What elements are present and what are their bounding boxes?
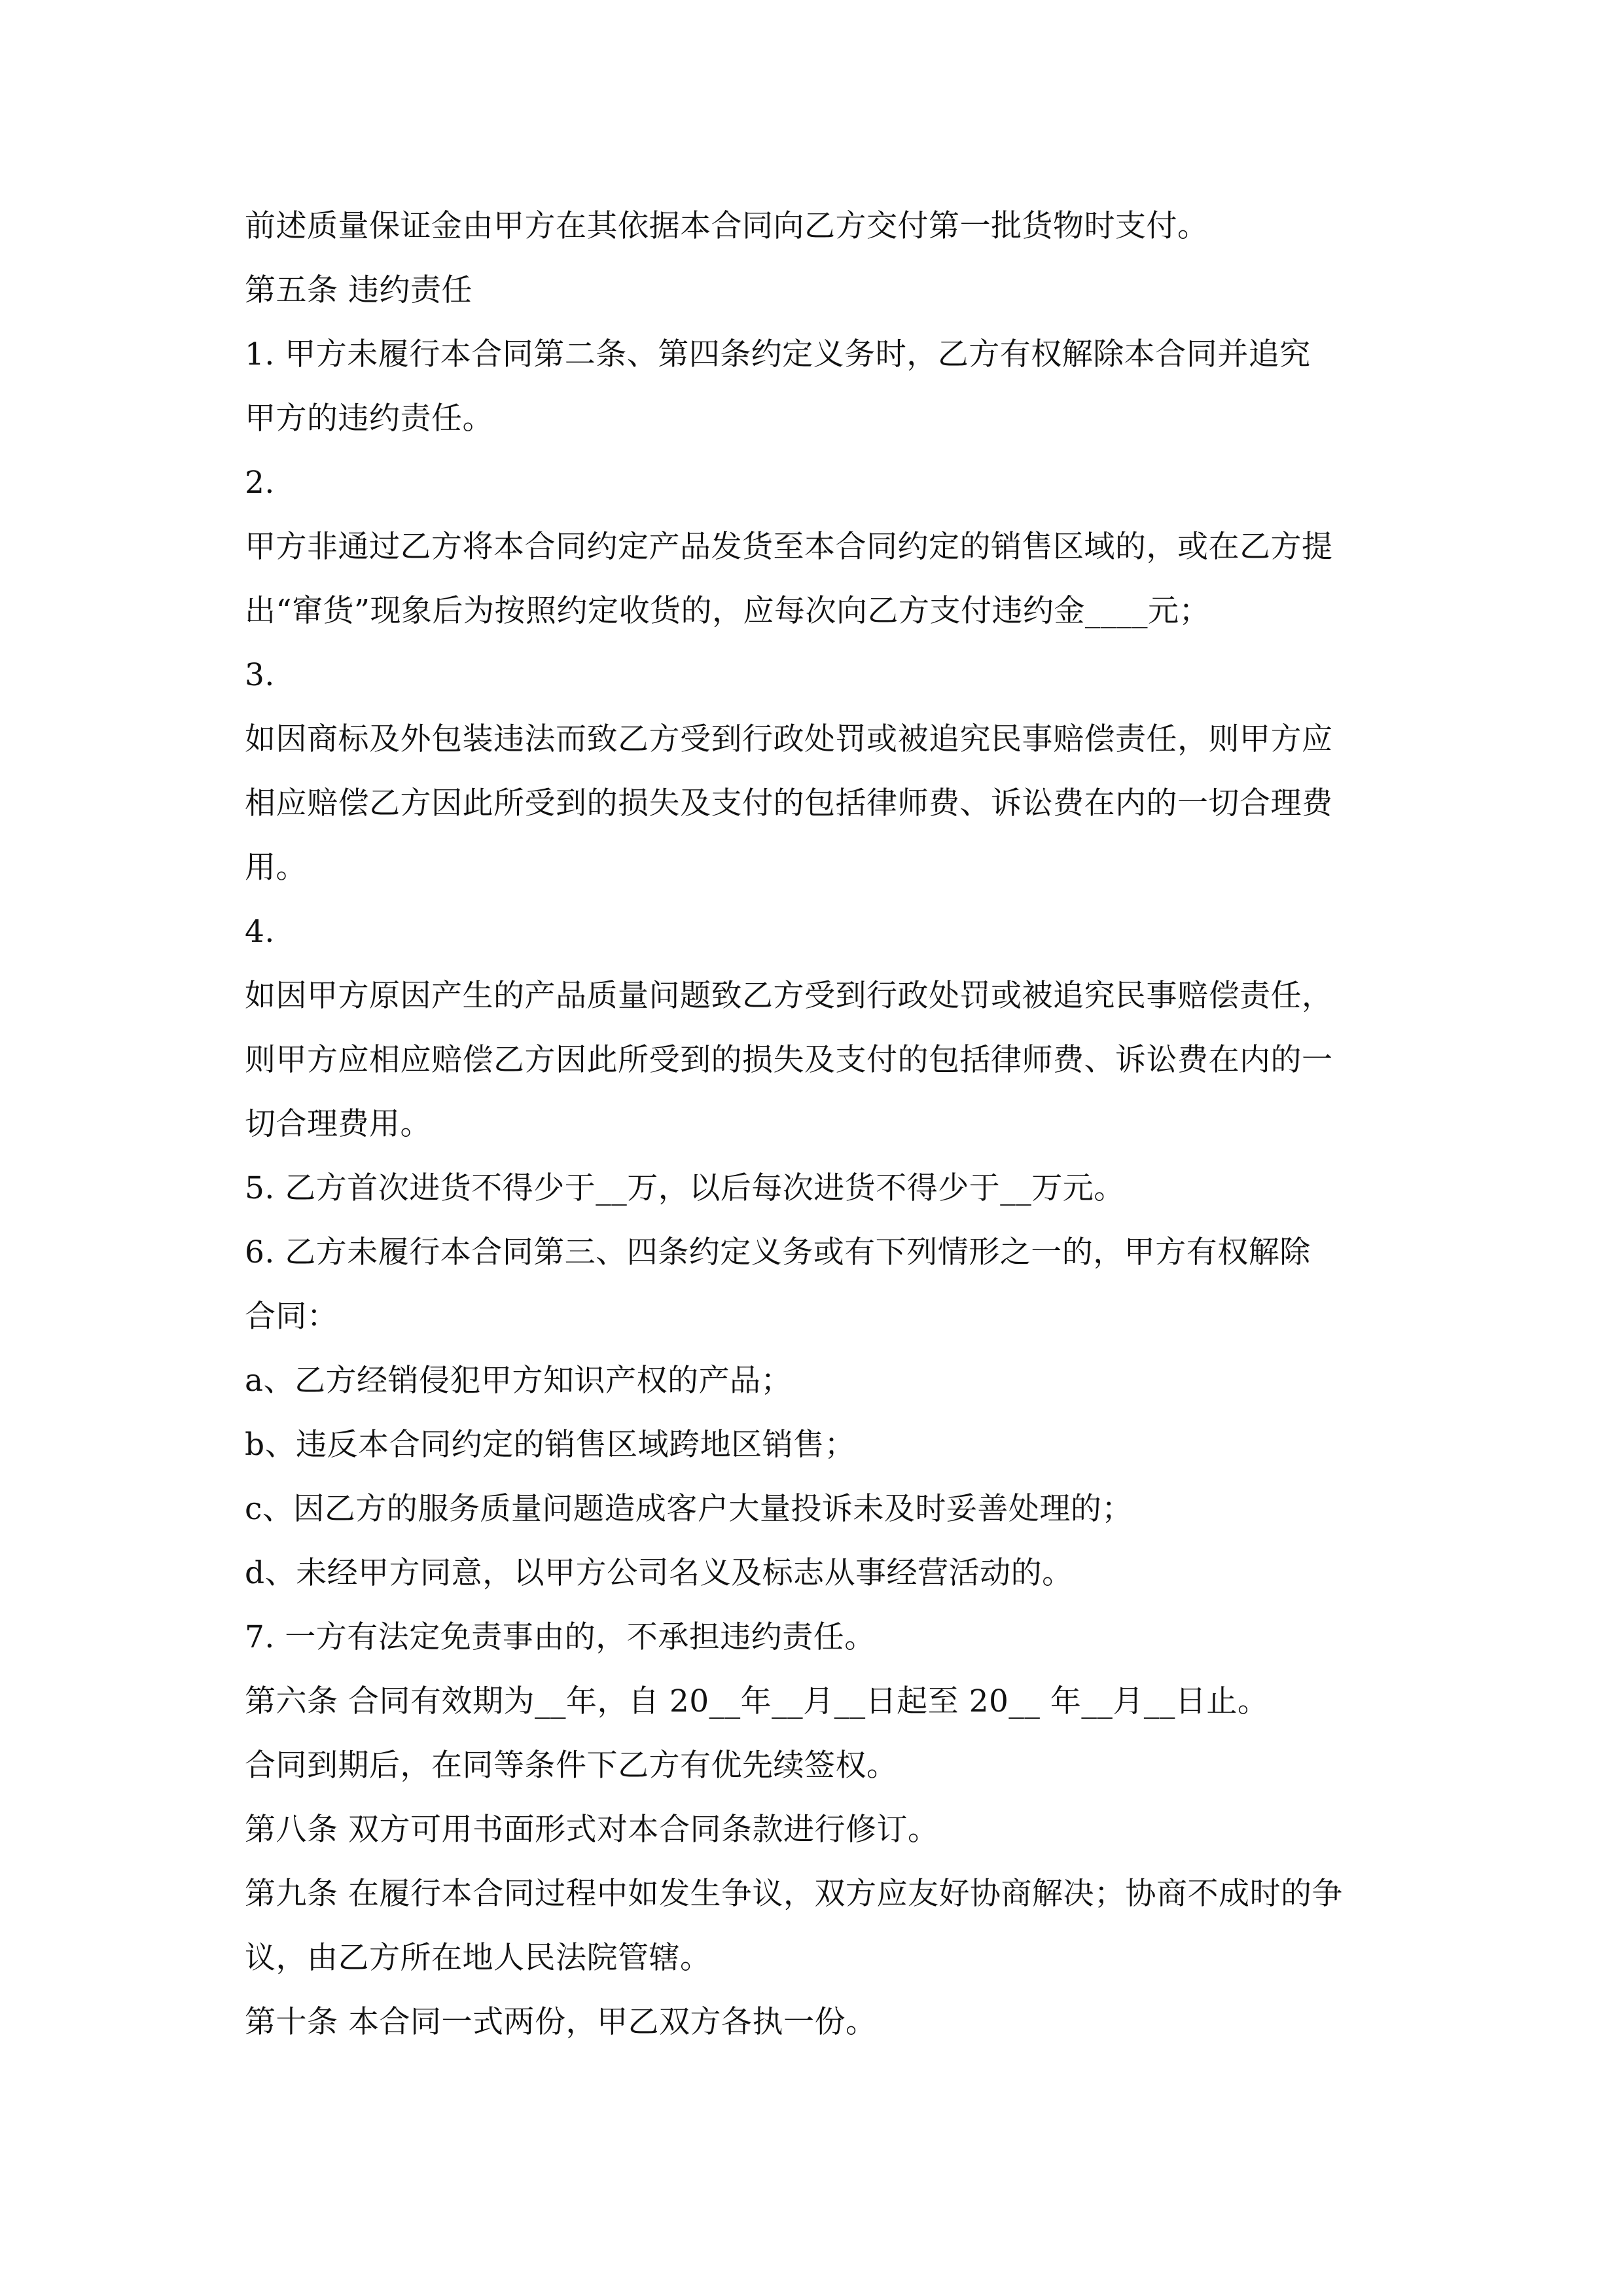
text-line: 6. 乙方未履行本合同第三、四条约定义务或有下列情形之一的，甲方有权解除 xyxy=(245,1234,1311,1270)
text-line: 合同到期后，在同等条件下乙方有优先续签权。 xyxy=(245,1748,898,1784)
item-number: 3. xyxy=(245,657,275,693)
text-line: 出“窜货”现象后为按照约定收货的，应每次向乙方支付违约金____元； xyxy=(245,593,1211,629)
list-item: a、乙方经销侵犯甲方知识产权的产品； xyxy=(245,1363,793,1399)
section-heading: 第十条 本合同一式两份，甲乙双方各执一份。 xyxy=(245,2004,877,2040)
list-item: b、违反本合同约定的销售区域跨地区销售； xyxy=(245,1427,856,1463)
text-line: 则甲方应相应赔偿乙方因此所受到的损失及支付的包括律师费、诉讼费在内的一 xyxy=(245,1042,1333,1078)
list-item: c、因乙方的服务质量问题造成客户大量投诉未及时妥善处理的； xyxy=(245,1491,1133,1527)
text-line: 用。 xyxy=(245,850,307,886)
text-line: 1. 甲方未履行本合同第二条、第四条约定义务时，乙方有权解除本合同并追究 xyxy=(245,336,1311,372)
text-line: 合同： xyxy=(245,1299,338,1335)
list-item: d、未经甲方同意，以甲方公司名义及标志从事经营活动的。 xyxy=(245,1555,1073,1591)
section-heading: 第九条 在履行本合同过程中如发生争议，双方应友好协商解决；协商不成时的争 xyxy=(245,1876,1343,1912)
text-line: 甲方非通过乙方将本合同约定产品发货至本合同约定的销售区域的，或在乙方提 xyxy=(245,529,1333,565)
text-line: 7. 一方有法定免责事由的，不承担违约责任。 xyxy=(245,1619,876,1655)
text-line: 前述质量保证金由甲方在其依据本合同向乙方交付第一批货物时支付。 xyxy=(245,208,1209,244)
item-number: 4. xyxy=(245,914,275,950)
section-heading: 第六条 合同有效期为__年，自 20__年__月__日起至 20__ 年__月__日止。 xyxy=(245,1683,1269,1719)
text-line: 切合理费用。 xyxy=(245,1106,431,1142)
text-line: 相应赔偿乙方因此所受到的损失及支付的包括律师费、诉讼费在内的一切合理费 xyxy=(245,785,1333,821)
text-line: 如因商标及外包装违法而致乙方受到行政处罚或被追究民事赔偿责任，则甲方应 xyxy=(245,721,1333,757)
text-line: 甲方的违约责任。 xyxy=(245,401,493,437)
text-line: 如因甲方原因产生的产品质量问题致乙方受到行政处罚或被追究民事赔偿责任， xyxy=(245,978,1333,1014)
section-heading: 第八条 双方可用书面形式对本合同条款进行修订。 xyxy=(245,1812,939,1848)
item-number: 2. xyxy=(245,465,275,501)
text-line: 5. 乙方首次进货不得少于__万，以后每次进货不得少于__万元。 xyxy=(245,1170,1125,1206)
text-line: 议，由乙方所在地人民法院管辖。 xyxy=(245,1940,711,1976)
section-heading: 第五条 违约责任 xyxy=(245,272,473,308)
